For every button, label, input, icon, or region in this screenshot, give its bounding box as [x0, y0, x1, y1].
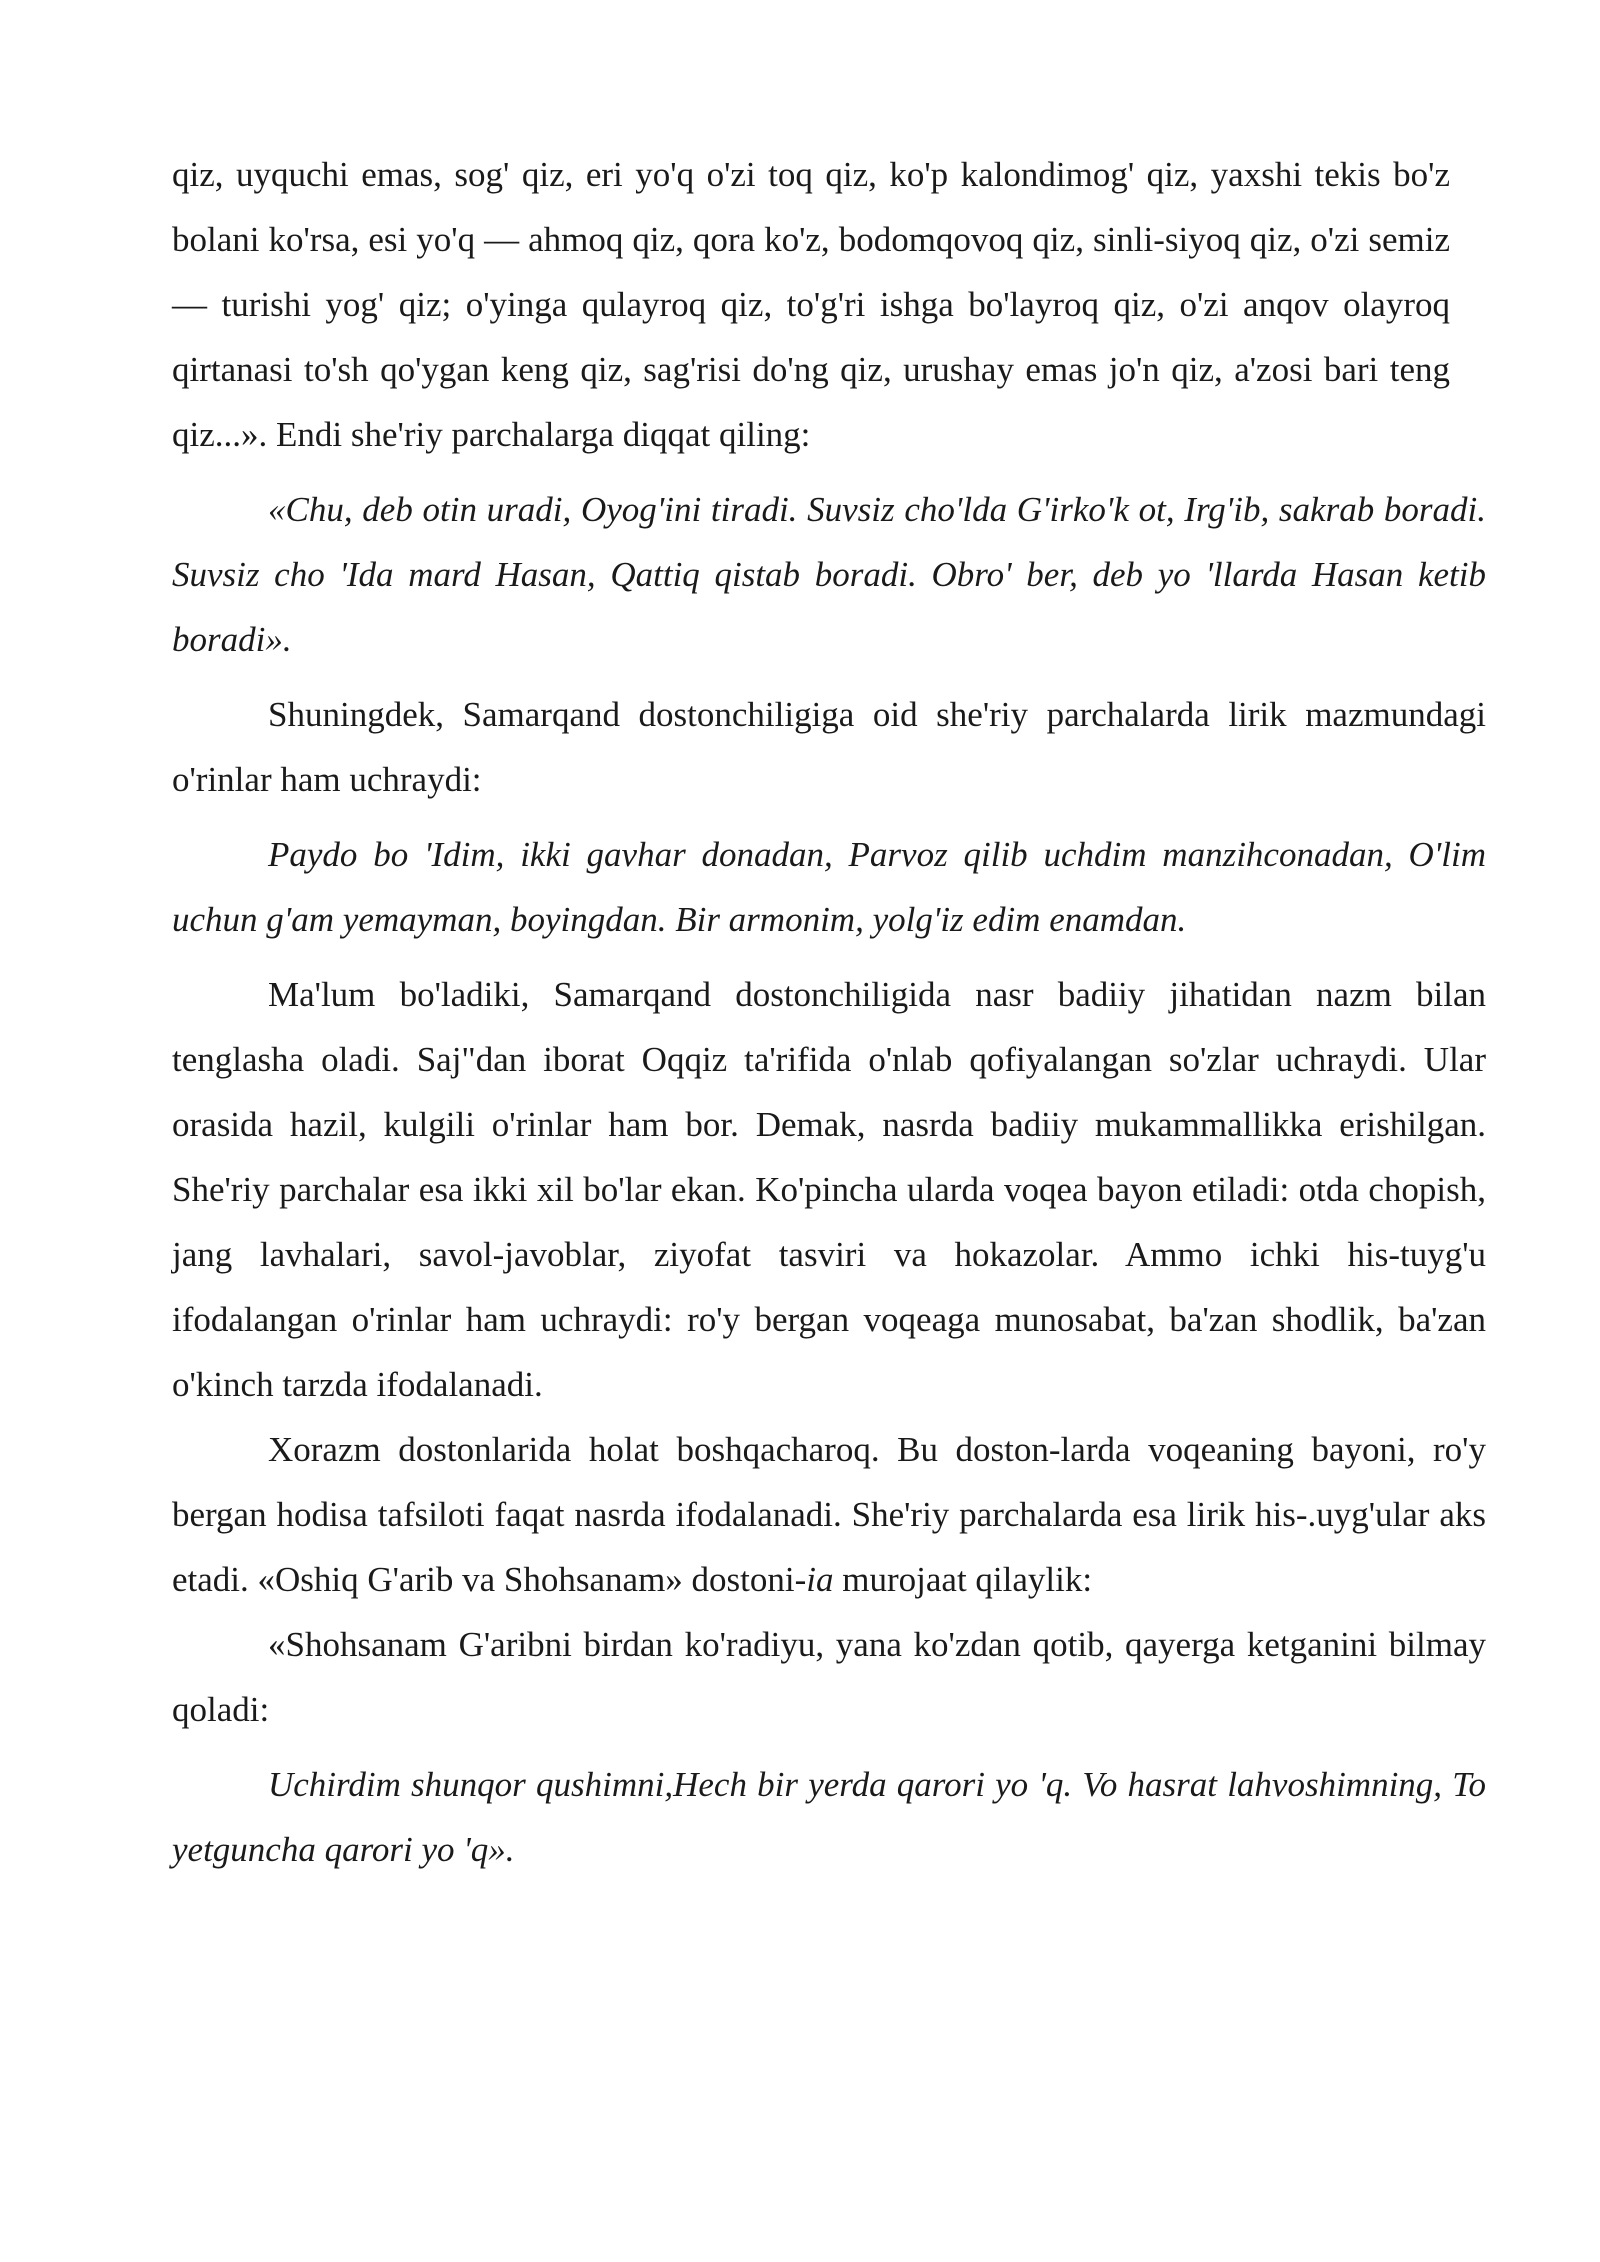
paragraph-shohsanam-intro: «Shohsanam G'aribni birdan ko'radiyu, yana ko'zdan qotib, qayerga ketganini bilmay qoladi:	[172, 1625, 1486, 1729]
paragraph-xorazm-dostons	[172, 1417, 1486, 1612]
page-body	[172, 142, 1486, 1882]
poem-excerpt-hasan: «Chu, deb otin uradi, Oyog'ini tiradi. Suvsiz cho'lda G'irko'k ot, Irg'ib, sakrab boradi. Suvsiz cho 'Ida mard Hasan, Qattiq qistab boradi. Obro' ber, deb yo 'llarda Hasan ketib boradi».	[172, 490, 1486, 659]
paragraph-oqqiz-description: qiz, uyquchi emas, sog' qiz, eri yo'q o'zi toq qiz, ko'p kalondimog' qiz, yaxshi tekis bo'z bolani ko'rsa, esi yo'q — ahmoq qiz, qora ko'z, bodomqovoq qiz, sinli-siyoq qiz, o'zi semiz — turishi yog' qiz; o'yinga qulayroq qiz, to'g'ri ishga bo'layroq qiz, o'zi anqov olayroq qirtanasi to'sh qo'ygan keng qiz, sag'risi do'ng qiz, urushay emas jo'n qiz, a'zosi bari teng qiz...». Endi she'riy parchalarga diqqat qiling:	[172, 155, 1450, 454]
paragraph-xorazm-italic-fragment: ia	[806, 1560, 834, 1599]
paragraph-samarqand-lyrics: Shuningdek, Samarqand dostonchiligiga oid she'riy parchalarda lirik mazmundagi o'rinlar ham uchraydi:	[172, 695, 1486, 799]
paragraph-xorazm-text: Xorazm dostonlarida holat boshqacharoq. Bu doston-larda voqeaning bayoni, ro'y bergan hodisa tafsiloti faqat nasrda ifodalanadi. She'riy parchalarda esa lirik his-.uyg'ular aks etadi. «Oshiq G'arib va Shohsanam» dostoni-	[172, 1430, 1486, 1599]
poem-excerpt-paydo: Paydo bo 'Idim, ikki gavhar donadan, Parvoz qilib uchdim manzihconadan, O'lim uchun g'am yemayman, boyingdan. Bir armonim, yolg'iz edim enamdan.	[172, 835, 1486, 939]
paragraph-xorazm-ending: murojaat qilaylik:	[833, 1560, 1093, 1599]
paragraph-samarqand-conclusion: Ma'lum bo'ladiki, Samarqand dostonchiligida nasr badiiy jihatidan nazm bilan tenglasha oladi. Saj"dan iborat Oqqiz ta'rifida o'nlab qofiyalangan so'zlar uchraydi. Ular orasida hazil, kulgili o'rinlar ham bor. Demak, nasrda badiiy mukammallikka erishilgan. She'riy parchalar esa ikki xil bo'lar ekan. Ko'pincha ularda voqea bayon etiladi: otda chopish, jang lavhalari, savol-javoblar, ziyofat tasviri va hokazolar. Ammo ichki his-tuyg'u ifodalangan o'rinlar ham uchraydi: ro'y bergan voqeaga munosabat, ba'zan shodlik, ba'zan o'kinch tarzda ifodalanadi.	[172, 975, 1486, 1404]
poem-excerpt-shunqor: Uchirdim shunqor qushimni,Hech bir yerda qarori yo 'q. Vo hasrat lahvoshimning, To yetguncha qarori yo 'q».	[172, 1765, 1486, 1869]
